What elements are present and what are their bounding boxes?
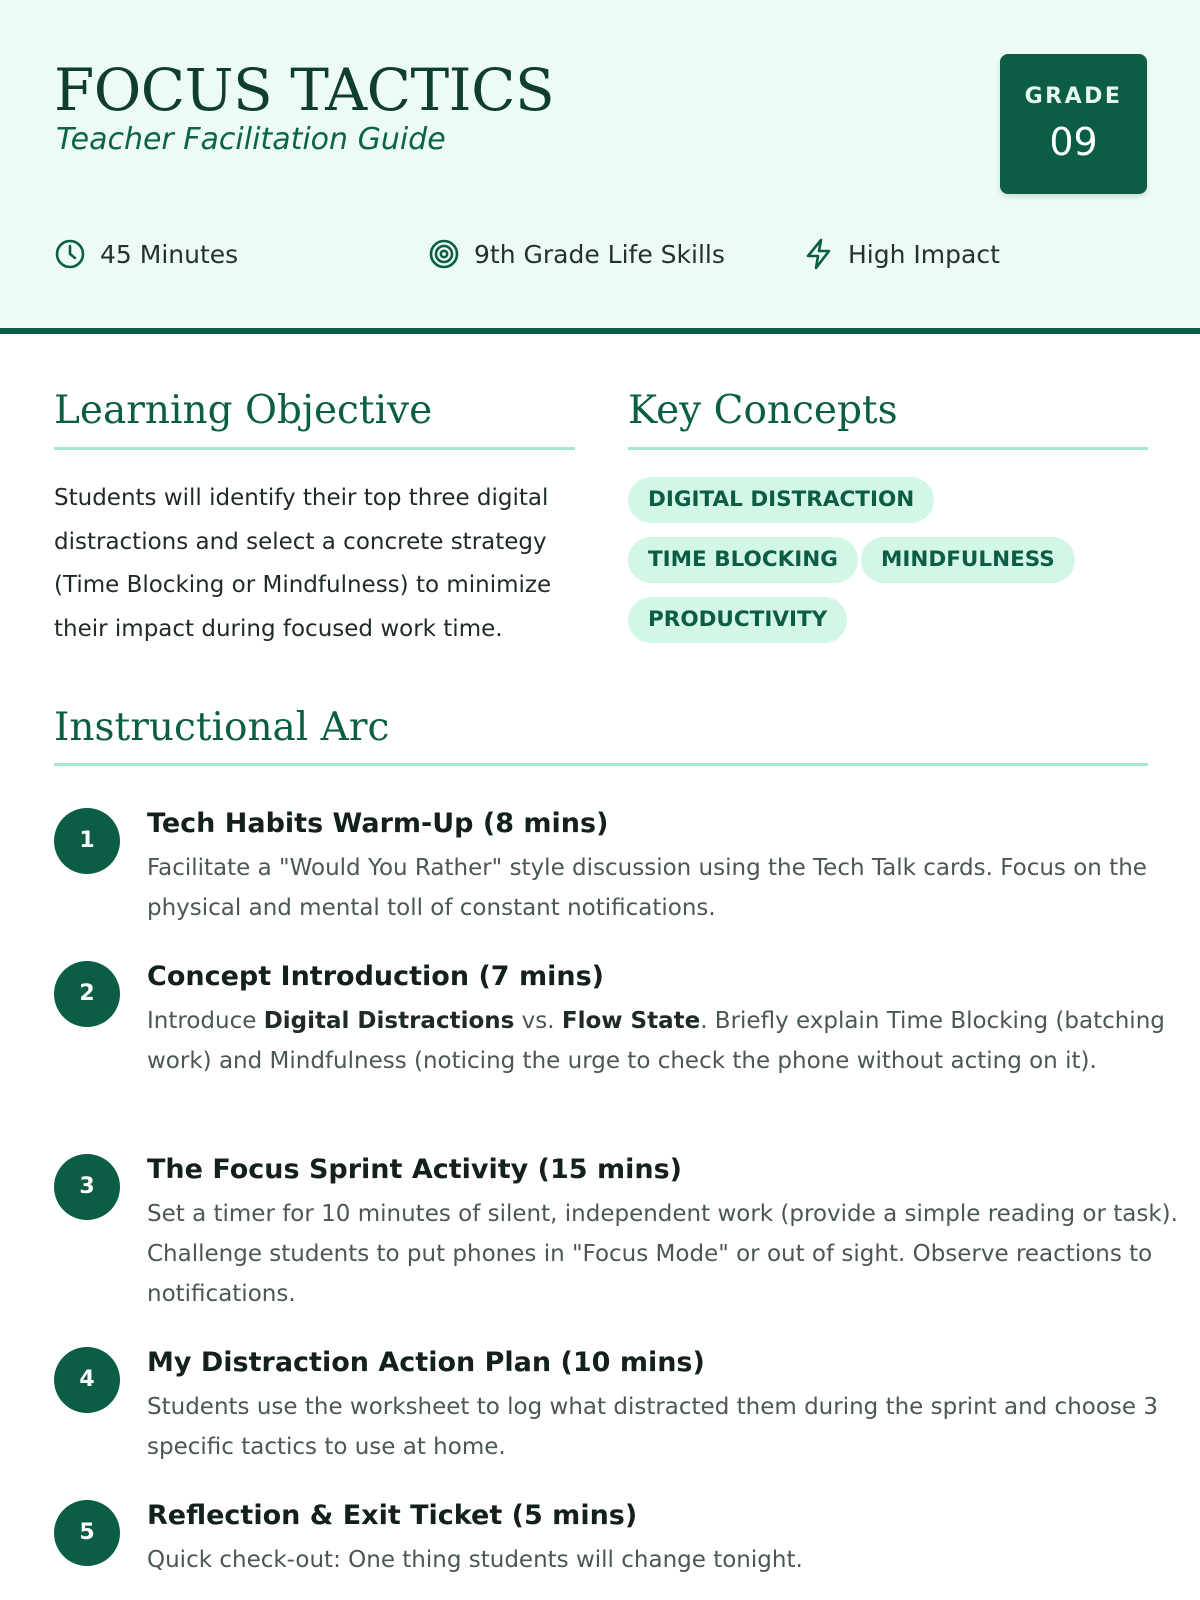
step-number-badge: 4 [54,1347,120,1413]
page-header [0,0,1200,334]
step-description: Students use the worksheet to log what distracted them during the sprint and choose 3 specific tactics to use at home. [147,1394,1159,1460]
meta-impact [802,236,1000,272]
concept-tag: MINDFULNESS [861,537,1075,583]
instructional-arc-heading: Instructional Arc [54,705,390,750]
step-title: Tech Habits Warm-Up (8 mins) [147,808,609,839]
step-title: The Focus Sprint Activity (15 mins) [147,1154,682,1185]
step-title: Reflection & Exit Ticket (5 mins) [147,1500,638,1531]
page-title: FOCUS TACTICS [54,56,555,124]
learning-objective-heading: Learning Objective [54,388,433,433]
meta-course-label: 9th Grade Life Skills [474,239,725,269]
lightning-icon [802,237,836,271]
concept-tag: PRODUCTIVITY [628,597,847,643]
concept-tag: DIGITAL DISTRACTION [628,477,934,523]
target-icon [428,237,462,271]
step-description [147,1001,1200,1081]
step-description: Set a timer for 10 minutes of silent, independent work (provide a simple reading or task). Challenge students to put phones in "Focus Mode" or out of sight. Observe reactions to notifications. [147,1201,1178,1307]
step-bold-term: Digital Distractions [263,1008,515,1034]
learning-objective-rule [54,447,575,450]
step-text: vs. [514,1008,562,1034]
step-text: . Briefly explain Time Blocking (batching work) and Mindfulness (noticing the urge to check the phone without acting on it). [147,1008,1165,1074]
step-description: Facilitate a "Would You Rather" style discussion using the Tech Talk cards. Focus on the physical and mental toll of constant notifications. [147,855,1147,921]
clock-icon [54,237,88,271]
concept-tag: TIME BLOCKING [628,537,858,583]
step-title: Concept Introduction (7 mins) [147,961,605,992]
step-number-badge: 2 [54,961,120,1027]
step-number-badge: 3 [54,1154,120,1220]
grade-label: GRADE [1024,84,1123,109]
meta-impact-label: High Impact [848,239,1000,269]
step-title: My Distraction Action Plan (10 mins) [147,1347,705,1378]
step-bold-term: Flow State [561,1008,701,1034]
step-text: Introduce [147,1008,264,1034]
step-description: Quick check-out: One thing students will change tonight. [147,1547,803,1573]
instructional-arc-rule [54,763,1148,766]
step-number-badge: 1 [54,808,120,874]
key-concepts-heading: Key Concepts [628,388,898,433]
meta-course [428,236,725,272]
step-number-badge: 5 [54,1500,120,1566]
page-subtitle: Teacher Facilitation Guide [56,122,446,157]
key-concepts-rule [628,447,1148,450]
meta-duration-label: 45 Minutes [100,239,239,269]
meta-duration [54,236,238,272]
learning-objective-text: Students will identify their top three digital distractions and select a concrete strategy (Time Blocking or Mindfulness) to minimize their impact during focused work time. [54,485,552,642]
grade-badge [1000,54,1147,194]
grade-value: 09 [1049,120,1098,164]
